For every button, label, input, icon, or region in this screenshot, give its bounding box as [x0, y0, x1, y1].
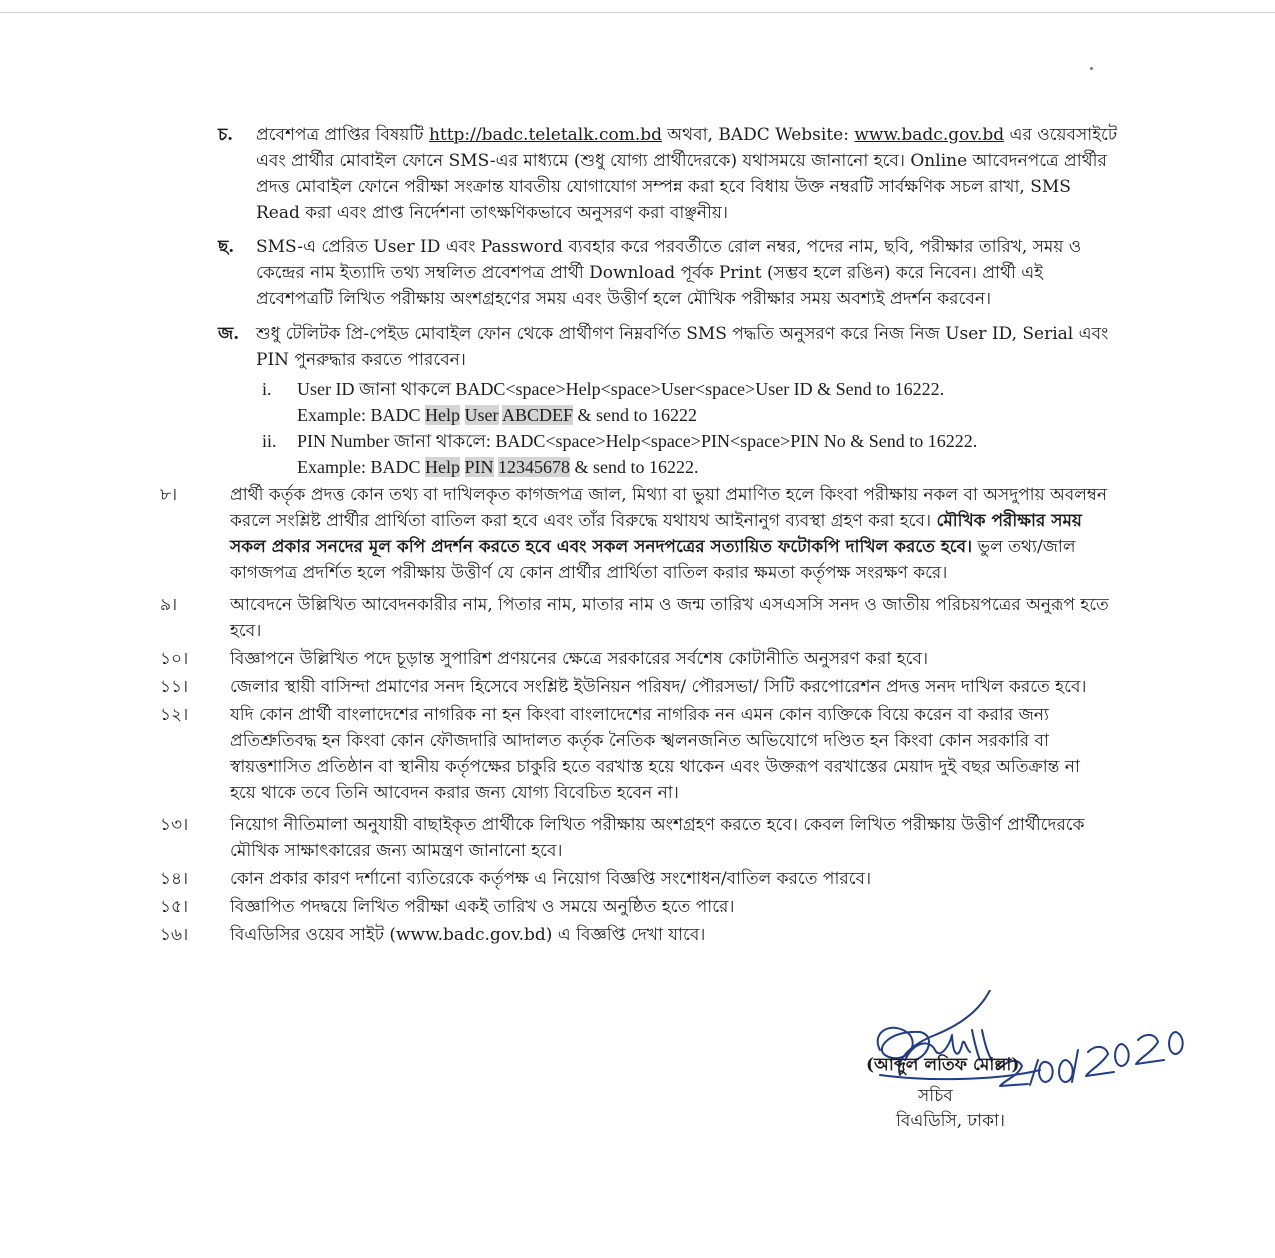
item-number: ১৬। — [160, 925, 189, 945]
item-number: ১১। — [160, 677, 189, 697]
clause-line: প্রবেশপত্রটি লিখিত পরীক্ষায় অংশগ্রহণের সময় এবং উত্তীর্ণ হলে মৌখিক পরীক্ষার সময় অবশ্যই প্রদর্শন করবেন। — [256, 289, 992, 309]
item-number: ১৪। — [160, 869, 189, 889]
instruction-body — [297, 428, 1142, 480]
item-line: আবেদনে উল্লিখিত আবেদনকারীর নাম, পিতার নাম, মাতার নাম ও জন্ম তারিখ এসএসসি সনদ ও জাতীয় পরিচয়পত্রের অনুরূপ হতে — [230, 595, 1109, 615]
badc-website-link[interactable]: www.badc.gov.bd — [854, 125, 1005, 145]
bold-text: সকল প্রকার সনদের মূল কপি প্রদর্শন করতে হবে এবং সকল সনদপত্রের সত্যায়িত ফটোকপি দাখিল করতে হবে। — [230, 537, 973, 557]
item-body — [230, 646, 1145, 672]
text-span: & send to 16222. — [570, 457, 699, 477]
text-span: & send to 16222 — [573, 405, 698, 425]
roman-numeral: ii. — [262, 431, 277, 451]
item-line: হয়ে থাকে তবে তিনি আবেদন করার জন্য যোগ্য বিবেচিত হবেন না। — [230, 783, 679, 803]
teletalk-link[interactable]: http://badc.teletalk.com.bd — [428, 125, 662, 145]
item-number: ১৩। — [160, 815, 189, 835]
item-body — [230, 922, 1145, 948]
item-line: বিজ্ঞাপনে উল্লিখিত পদে চূড়ান্ত সুপারিশ প্রণয়নের ক্ষেত্রে সরকারের সর্বশেষ কোটানীতি অনুসরণ করা হবে। — [230, 649, 929, 669]
signatory-title: সচিব — [918, 1086, 953, 1106]
scan-speck — [1090, 67, 1093, 70]
instruction-line: User ID জানা থাকলে BADC<space>Help<space>User<space>User ID & Send to 16222. — [297, 379, 945, 399]
text-span: করলে সংশ্লিষ্ট প্রার্থীর প্রার্থিতা বাতিল করা হবে এবং তাঁর বিরুদ্ধে যথাযথ আইনানুগ ব্যবস্থা গ্রহণ করা হবে। — [230, 511, 937, 531]
instruction-line: PIN Number জানা থাকলে: BADC<space>Help<space>PIN<space>PIN No & Send to 16222. — [297, 431, 978, 451]
item-number: ৯। — [160, 595, 178, 615]
clause-line — [256, 122, 1143, 148]
item-line: হবে। — [230, 621, 262, 641]
clause-body — [256, 234, 1143, 312]
clause-line: SMS-এ প্রেরিত User ID এবং Password ব্যবহার করে পরবর্তীতে রোল নম্বর, পদের নাম, ছবি, পরীক্ষার তারিখ, সময় ও — [256, 237, 1082, 257]
instruction-body — [297, 376, 1142, 428]
bold-text: মৌখিক পরীক্ষার সময় — [936, 511, 1082, 531]
item-number: ১০। — [160, 649, 189, 669]
example-line — [297, 454, 1142, 480]
text-span: ভুল তথ্য/জাল — [972, 537, 1076, 557]
signatory-name: (আব্দুল লতিফ মোল্লা) — [866, 1055, 1020, 1075]
item-body — [230, 894, 1145, 920]
signatory-office: বিএডিসি, ঢাকা। — [896, 1111, 1005, 1131]
text-span: Example: BADC — [297, 457, 425, 477]
clause-line: PIN পুনরুদ্ধার করতে পারবেন। — [256, 350, 466, 370]
item-line: প্রার্থী কর্তৃক প্রদত্ত কোন তথ্য বা দাখিলকৃত কাগজপত্র জাল, মিথ্যা বা ভুয়া প্রমাণিত হলে কিংবা পরীক্ষায় নকল বা অসদুপায় অবলম্বন — [230, 485, 1108, 505]
item-number: ১২। — [160, 705, 189, 725]
item-line: নিয়োগ নীতিমালা অনুযায়ী বাছাইকৃত প্রার্থীকে লিখিত পরীক্ষায় অংশগ্রহণ করতে হবে। কেবল লিখিত পরীক্ষায় উত্তীর্ণ প্রার্থীদেরকে — [230, 815, 1085, 835]
item-number: ১৫। — [160, 897, 189, 917]
clause-line: শুধু টেলিটক প্রি-পেইড মোবাইল ফোন থেকে প্রার্থীগণ নিম্নবর্ণিত SMS পদ্ধতি অনুসরণ করে নিজ নিজ User ID, Serial এবং — [256, 324, 1109, 344]
item-line: কাগজপত্র প্রদর্শিত হলে পরীক্ষায় উত্তীর্ণ যে কোন প্রার্থীর প্রার্থিতা বাতিল করার ক্ষমতা কর্তৃপক্ষ সংরক্ষণ করে। — [230, 563, 948, 583]
roman-numeral: i. — [262, 379, 272, 399]
item-number: ৮। — [160, 485, 178, 505]
item-line: কোন প্রকার কারণ দর্শানো ব্যতিরেকে কর্তৃপক্ষ এ নিয়োগ বিজ্ঞপ্তি সংশোধন/বাতিল করতে পারবে। — [230, 869, 872, 889]
text-span: প্রবেশপত্র প্রাপ্তির বিষয়টি — [256, 125, 429, 145]
item-line: যদি কোন প্রার্থী বাংলাদেশের নাগরিক না হন কিংবা বাংলাদেশের নাগরিক নন এমন কোন ব্যক্তিকে বিয়ে করেন বা করার জন্য — [230, 705, 1049, 725]
item-line: প্রতিশ্রুতিবদ্ধ হন কিংবা কোন ফৌজদারি আদালত কর্তৃক নৈতিক স্খলনজনিত অভিযোগে দণ্ডিত হন কিংবা কোন সরকারি বা — [230, 731, 1049, 751]
text-span: অথবা, BADC Website: — [661, 125, 855, 145]
item-body — [230, 702, 1145, 806]
item-line: বিজ্ঞাপিত পদদ্বয়ে লিখিত পরীক্ষা একই তারিখ ও সময়ে অনুষ্ঠিত হতে পারে। — [230, 897, 735, 917]
clause-label: জ. — [218, 324, 240, 344]
item-line: স্বায়ত্তশাসিত প্রতিষ্ঠান বা স্থানীয় কর্তৃপক্ষের চাকুরি হতে বরখাস্ত হয়ে থাকেন এবং উক্তরূপ বরখাস্তের মেয়াদ দুই বছর অতিক্রান্ত না — [230, 757, 1080, 777]
text-span: Example: BADC — [297, 405, 425, 425]
clause-label: ছ. — [218, 237, 235, 257]
item-line: বিএডিসির ওয়েব সাইট (www.badc.gov.bd) এ বিজ্ঞপ্তি দেখা যাবে। — [230, 925, 706, 945]
clause-body — [256, 122, 1143, 226]
clause-label: চ. — [218, 125, 234, 145]
clause-line: কেন্দ্রের নাম ইত্যাদি তথ্য সম্বলিত প্রবেশপত্র প্রার্থী Download পূর্বক Print (সম্ভব হলে রঙিন) করে নিবেন। প্রার্থী এই — [256, 263, 1043, 283]
highlight-user: User — [464, 405, 499, 425]
item-line — [230, 508, 1145, 534]
highlight-pin: PIN — [464, 457, 494, 477]
page-top-edge — [0, 0, 1275, 13]
example-line — [297, 402, 1142, 428]
item-line: জেলার স্থায়ী বাসিন্দা প্রমাণের সনদ হিসেবে সংশ্লিষ্ট ইউনিয়ন পরিষদ/ পৌরসভা/ সিটি করপোরেশন প্রদত্ত সনদ দাখিল করতে হবে। — [230, 677, 1087, 697]
highlight-userid: ABCDEF — [502, 405, 574, 425]
item-body — [230, 674, 1145, 700]
clause-body — [256, 321, 1143, 373]
item-body — [230, 592, 1145, 644]
highlight-help: Help — [425, 457, 460, 477]
clause-line: Read করা এবং প্রাপ্ত নির্দেশনা তাৎক্ষণিকভাবে অনুসরণ করা বাঞ্ছনীয়। — [256, 203, 728, 223]
item-body — [230, 482, 1145, 586]
item-body — [230, 812, 1145, 864]
highlight-pin-number: 12345678 — [498, 457, 571, 477]
clause-line: এবং প্রার্থীর মোবাইল ফোনে SMS-এর মাধ্যমে (শুধু যোগ্য প্রার্থীদেরকে) যথাসময়ে জানানো হবে। Online আবেদনপত্রে প্রার্থীর — [256, 151, 1107, 171]
text-span: এর ওয়েবসাইটে — [1004, 125, 1118, 145]
item-body — [230, 866, 1145, 892]
item-line — [230, 534, 1145, 560]
clause-line: প্রদত্ত মোবাইল ফোনে পরীক্ষা সংক্রান্ত যাবতীয় যোগাযোগ সম্পন্ন করা হবে বিধায় উক্ত নম্বরটি সার্বক্ষণিক সচল রাখা, SMS — [256, 177, 1071, 197]
highlight-help: Help — [425, 405, 460, 425]
item-line: মৌখিক সাক্ষাৎকারের জন্য আমন্ত্রণ জানানো হবে। — [230, 841, 563, 861]
